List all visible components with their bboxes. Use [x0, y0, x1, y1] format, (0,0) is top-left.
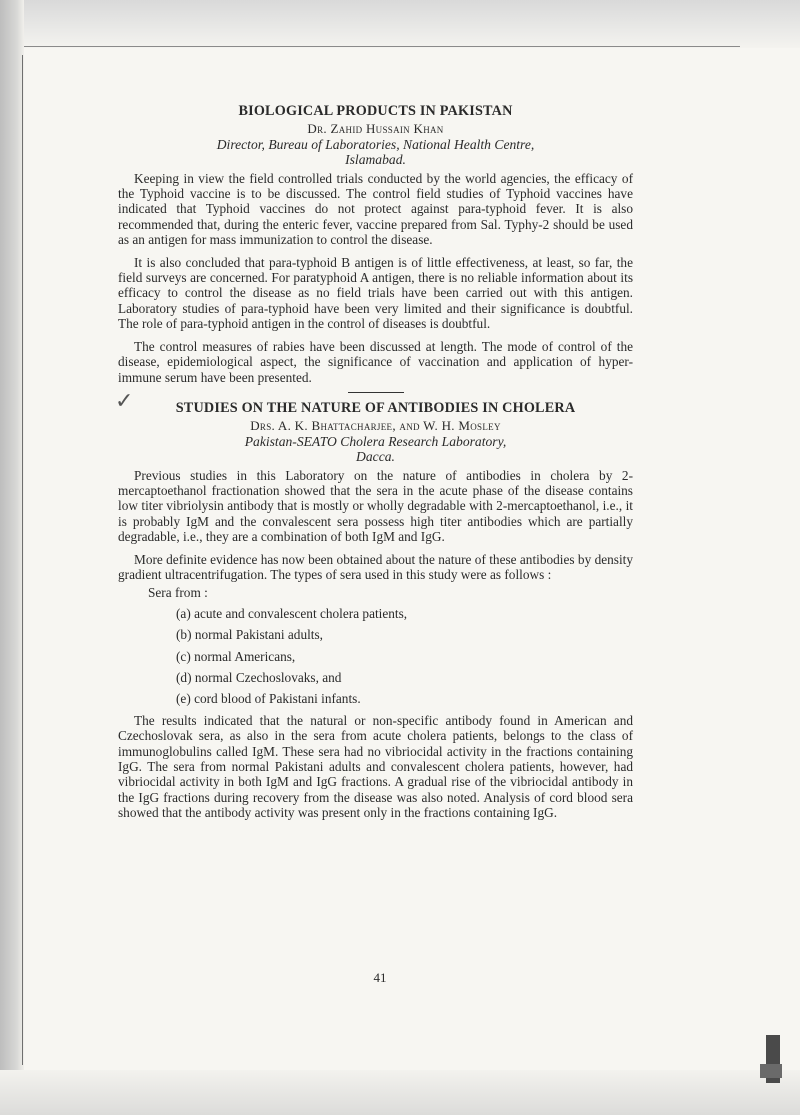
list-item: (d) normal Czechoslovaks, and [176, 670, 342, 685]
section2-header [115, 387, 633, 416]
sera-list [118, 606, 633, 707]
page-number: 41 [373, 970, 387, 985]
scan-shadow-top [0, 0, 800, 48]
list-item: (a) acute and convalescent cholera patients, [176, 605, 408, 621]
list-item: (c) normal Americans, [176, 648, 296, 664]
section1-paragraph-2: It is also concluded that para-typhoid B antigen is of little effectiveness, at least, so far, the field surveys are concerned. For paratyphoid A antigen, there is no reliable information about its efficacy to control the disease as no field trials have been carried out with this antigen. Laboratory studies of para-typhoid have been very limited and their significance is doubtful. The role of para-typhoid antigen in the control of diseases is doubtful. [118, 254, 633, 332]
scan-binding-edge [22, 55, 23, 1065]
section-divider [348, 392, 404, 393]
section1-affiliation [118, 137, 633, 168]
section2-authors: Drs. A. K. Bhattacharjee, and W. H. Mosley [250, 418, 501, 434]
section2-affiliation-line1: Pakistan-SEATO Cholera Research Laboratory, [244, 433, 507, 449]
section1-affiliation-line2: Islamabad. [345, 152, 406, 168]
sera-intro: Sera from : [148, 585, 208, 601]
section2-paragraph-2: More definite evidence has now been obtained about the nature of these antibodies by density gradient ultracentrifugation. The types of sera used in this study were as follows : [118, 551, 633, 582]
section2-paragraph-1: Previous studies in this Laboratory on the nature of antibodies in cholera by 2-mercaptoethanol fractionation showed that the sera in the acute phase of the disease contains low titer vibriolysin antibody that is mostly or wholly degradable with 2-mercaptoethanol, i.e., it is probably IgM and the convalescent sera possess high titer antibodies which are partially degradable, i.e., they are a combination of both IgM and IgG. [118, 467, 633, 545]
handwritten-check-icon: ✓ [115, 387, 134, 413]
list-item: (e) cord blood of Pakistani infants. [176, 691, 361, 707]
section2-paragraph-3: The results indicated that the natural or non-specific antibody found in American and Czechoslovak sera, as also in the sera from acute cholera patients, belongs to the class of immunoglobulins called IgM. These sera had no vibriocidal activity in the fractions containing IgG. The sera from normal Pakistani adults and convalescent cholera patients, however, had vibriocidal activity in both IgM and IgG fractions. A gradual rise of the vibriocidal antibody in the IgG fractions during recovery from the disease was also noted. Analysis of cord blood sera showed that the antibody activity was present only in the fractions containing IgG. [118, 712, 633, 821]
section1-paragraph-3: The control measures of rabies have been discussed at length. The mode of control of the disease, epidemiological aspect, the significance of vaccination and application of hyper-immune serum have been presented. [118, 338, 633, 385]
section1-title: BIOLOGICAL PRODUCTS IN PAKISTAN [238, 103, 513, 119]
list-item: (b) normal Pakistani adults, [176, 627, 323, 643]
scan-shadow-left [0, 0, 24, 1115]
section2-affiliation-line2: Dacca. [356, 449, 395, 465]
section2-affiliation [118, 434, 633, 465]
scan-edge-line [20, 46, 740, 47]
section1-author: Dr. Zahid Hussain Khan [307, 121, 444, 137]
section2-title: STUDIES ON THE NATURE OF ANTIBODIES IN CHOLERA [175, 399, 576, 416]
section1-paragraph-1: Keeping in view the field controlled trials conducted by the world agencies, the efficacy of the Typhoid vaccine is to be discussed. The control field studies of Typhoid vaccines have indicated that Typhoid vaccines do not protect against para-typhoid fever. It is also recommended that, during the enteric fever, vaccine prepared from Sal. Typhy-2 should be used as an antigen for mass immunization to control the disease. [118, 170, 633, 248]
section1-affiliation-line1: Director, Bureau of Laboratories, National Health Centre, [216, 136, 535, 152]
article-body [115, 103, 633, 828]
scan-corner-mark-2 [760, 1064, 782, 1078]
scan-shadow-bottom [0, 1070, 800, 1115]
